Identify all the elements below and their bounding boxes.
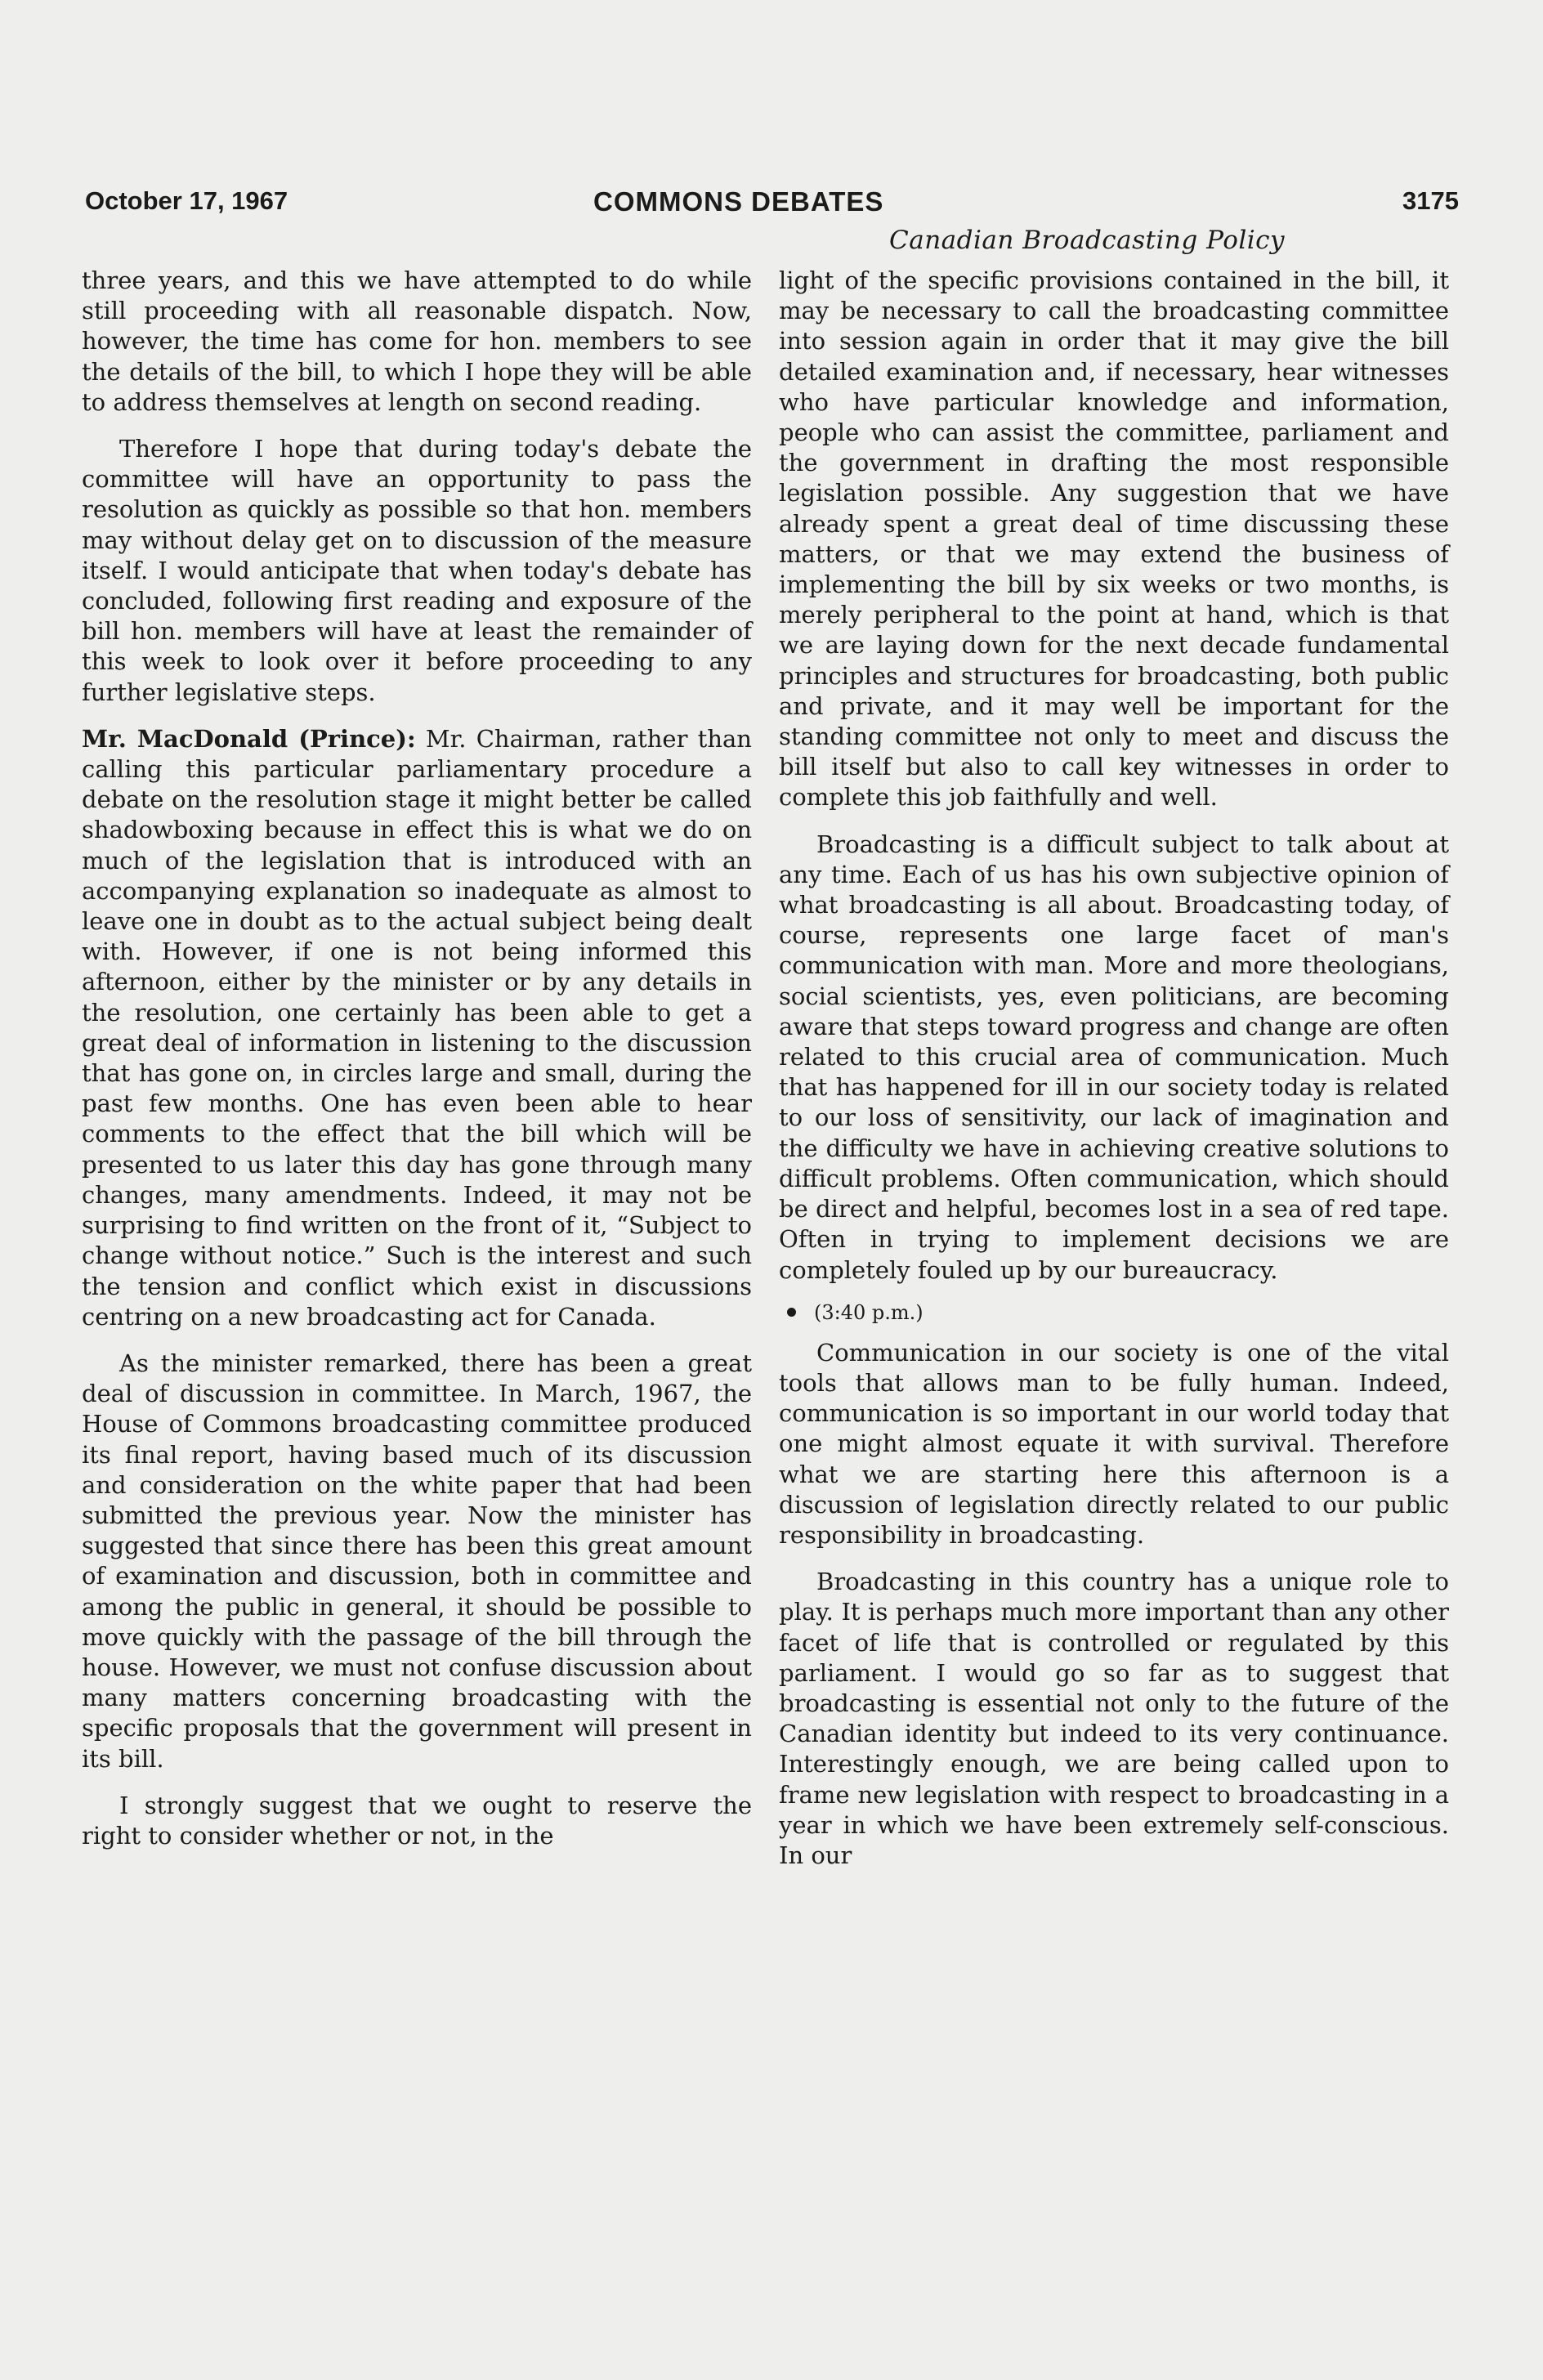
left-column xyxy=(82,266,752,1851)
speech-paragraph xyxy=(82,724,752,1332)
speech-text: Mr. Chairman, rather than calling this particular parliamentary procedure a debate on the resolution stage it might better be called shadowboxing because in effect this is what we do on much of the legislation that is introduced with an accompanying explanation so inadequate as almost to leave one in doubt as to the actual subject being dealt with. However, if one is not being informed this afternoon, either by the minister or by any details in the resolution, one certainly has been able to get a great deal of information in listening to the discussion that has gone on, in circles large and small, during the past few months. One has even been able to hear comments to the effect that the bill which will be presented to us later this day has gone through many changes, many amendments. Indeed, it may not be surprising to find written on the front of it, “Subject to change without notice.” Such is the interest and such the tension and conflict which exist in discussions centring on a new broadcasting act for Canada. xyxy=(82,724,752,1331)
paragraph: I strongly suggest that we ought to reserve the right to consider whether or not, in the xyxy=(82,1791,752,1850)
right-column xyxy=(779,266,1449,1871)
paragraph: As the minister remarked, there has been a great deal of discussion in committee. In March, 1967, the House of Commons broadcasting committee produced its final report, having based much of its discussion and consideration on the white paper that had been submitted the previous year. Now the minister has suggested that since there has been this great amount of examination and discussion, both in committee and among the public in general, it should be possible to move quickly with the passage of the bill through the house. However, we must not confuse discussion about many matters concerning broadcasting with the specific proposals that the government will present in its bill. xyxy=(82,1349,752,1773)
paragraph: Communication in our society is one of the vital tools that allows man to be fully human. Indeed, communication is so important in our world today that one might almost equate it with survival. Therefore what we are starting here this afternoon is a discussion of legislation directly related to our public responsibility in broadcasting. xyxy=(779,1338,1449,1549)
page-number: 3175 xyxy=(1402,186,1459,215)
paragraph: light of the specific provisions contained in the bill, it may be necessary to call the broadcasting committee into session again in order that it may give the bill detailed examination and, if necessary, hear witnesses who have particular knowledge and information, people who can assist the committee, parliament and the government in drafting the most responsible legislation possible. Any suggestion that we have already spent a great deal of time discussing these matters, or that we may extend the business of implementing the bill by six weeks or two months, is merely peripheral to the point at hand, which is that we are laying down for the next decade fundamental principles and structures for broadcasting, both public and private, and it may well be important for the standing committee not only to meet and discuss the bill itself but also to call key witnesses in order to complete this job faithfully and well. xyxy=(779,266,1449,812)
header-date: October 17, 1967 xyxy=(85,186,288,215)
section-subheader: Canadian Broadcasting Policy xyxy=(889,226,1286,255)
header-title: COMMONS DEBATES xyxy=(593,186,884,217)
paragraph: Therefore I hope that during today's debate the committee will have an opportunity to pass the resolution as quickly as possible so that hon. members may without delay get on to discussion of the measure itself. I would anticipate that when today's debate has concluded, following first reading and exposure of the bill hon. members will have at least the remainder of this week to look over it before proceeding to any further legislative steps. xyxy=(82,435,752,706)
page-header xyxy=(0,186,1543,227)
time-marker-text: (3:40 p.m.) xyxy=(814,1300,924,1324)
speaker-name: Mr. MacDonald (Prince): xyxy=(82,724,416,753)
bullet-icon xyxy=(787,1308,796,1317)
paragraph: Broadcasting in this country has a unique role to play. It is perhaps much more important than any other facet of life that is controlled or regulated by this parliament. I would go so far as to suggest that broadcasting is essential not only to the future of the Canadian identity but indeed to its very continuance. Interestingly enough, we are being called upon to frame new legislation with respect to broadcasting in a year in which we have been extremely self-conscious. In our xyxy=(779,1568,1449,1869)
paragraph: Broadcasting is a difficult subject to talk about at any time. Each of us has his own subjective opinion of what broadcasting is all about. Broadcasting today, of course, represents one large facet of man's communication with man. More and more theologians, social scientists, yes, even politicians, are becoming aware that steps toward progress and change are often related to this crucial area of communication. Much that has happened for ill in our society today is related to our loss of sensitivity, our lack of imagination and the difficulty we have in achieving creative solutions to difficult problems. Often communication, which should be direct and helpful, becomes lost in a sea of red tape. Often in trying to implement decisions we are completely fouled up by our bureaucracy. xyxy=(779,830,1449,1284)
time-marker xyxy=(787,1300,1449,1325)
paragraph: three years, and this we have attempted to do while still proceeding with all reasonable dispatch. Now, however, the time has come for hon. members to see the details of the bill, to which I hope they will be able to address themselves at length on second reading. xyxy=(82,266,752,416)
